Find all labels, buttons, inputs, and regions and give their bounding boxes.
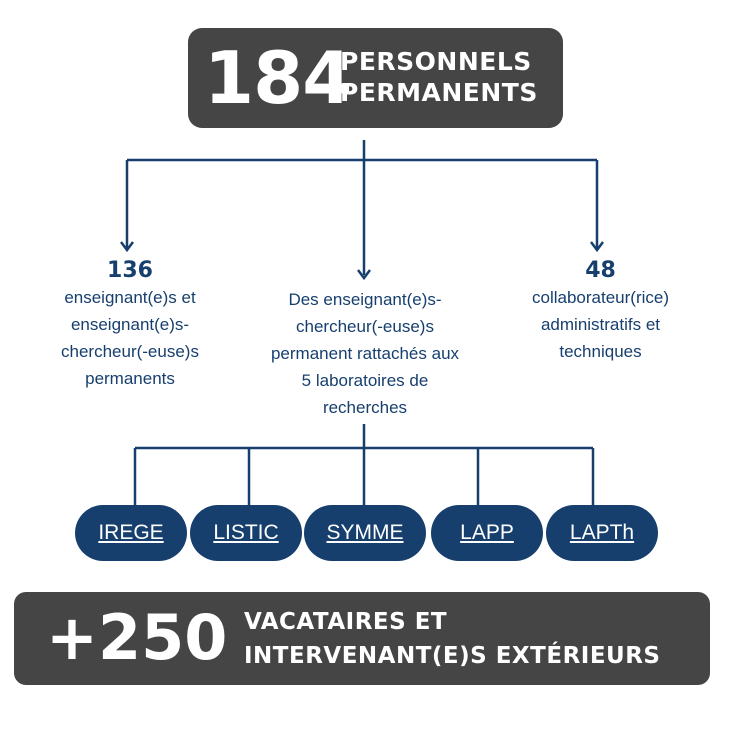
branch-research-labs (240, 284, 490, 421)
external-staff-box (14, 592, 710, 685)
external-staff-label-line1: VACATAIRES ET (244, 609, 448, 635)
total-permanent-label-line1: PERSONNELS (340, 47, 532, 76)
description-line: enseignant(e)s et (64, 288, 196, 307)
total-permanent-number: 184 (204, 36, 352, 120)
description-line: collaborateur(rice) (532, 288, 669, 307)
description-line: chercheur(-euse)s (61, 342, 199, 361)
teaching-staff-count: 136 (107, 258, 153, 283)
description-line: 5 laboratoires de (301, 371, 429, 390)
description-line: permanents (85, 369, 175, 388)
branch-teaching-staff (30, 258, 230, 392)
lab-link-lapp[interactable]: LAPP (431, 505, 543, 561)
external-staff-label-line2: INTERVENANT(E)S EXTÉRIEURS (244, 643, 661, 669)
description-line: chercheur(-euse)s (296, 317, 434, 336)
lab-link-lapth[interactable]: LAPTh (546, 505, 658, 561)
external-staff-number: +250 (46, 601, 228, 674)
description-line: permanent rattachés aux (270, 344, 460, 363)
branch-admin-staff (498, 258, 703, 365)
research-labs-description (240, 286, 490, 421)
description-line: administratifs et (540, 315, 661, 334)
admin-staff-description (498, 284, 703, 365)
lab-link-symme[interactable]: SYMME (304, 505, 426, 561)
description-line: Des enseignant(e)s- (288, 290, 442, 309)
teaching-staff-description (30, 284, 230, 392)
lab-link-listic[interactable]: LISTIC (190, 505, 302, 561)
admin-staff-count: 48 (585, 258, 616, 283)
description-line: enseignant(e)s- (70, 315, 190, 334)
total-permanent-label-line2: PERMANENTS (340, 78, 538, 107)
description-line: recherches (322, 398, 408, 417)
description-line: techniques (559, 342, 642, 361)
lab-link-irege[interactable]: IREGE (75, 505, 187, 561)
external-staff-label (244, 605, 661, 673)
